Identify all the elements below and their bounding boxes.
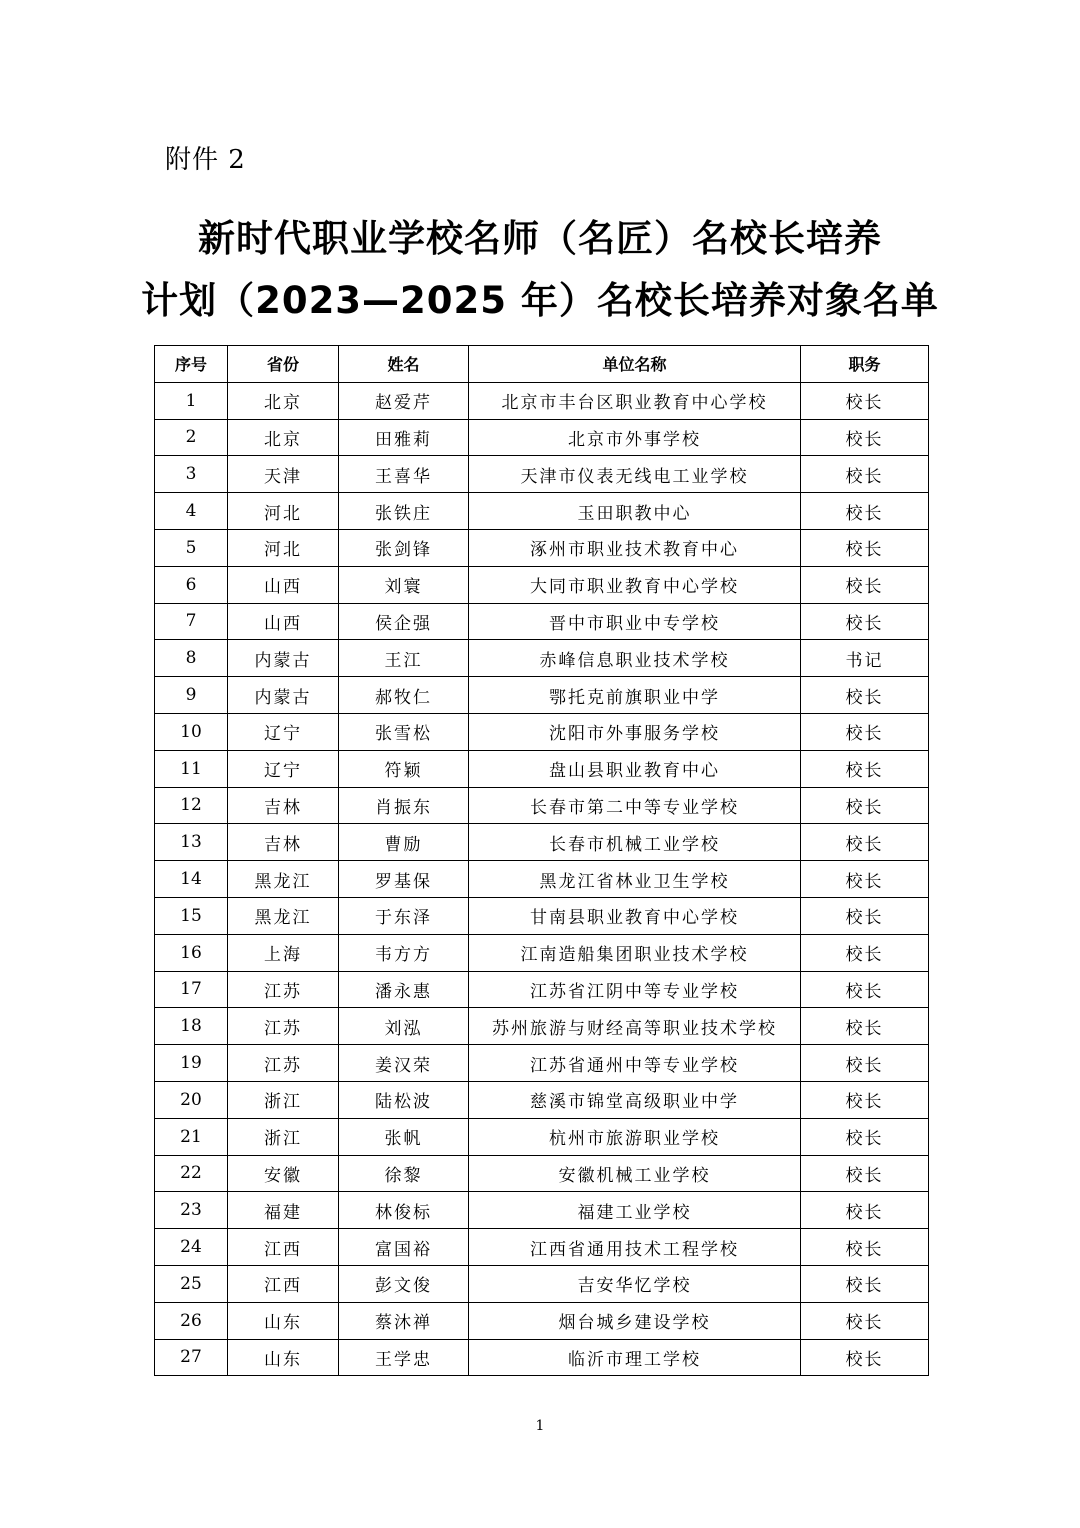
cell-province: 山东 — [228, 1302, 339, 1339]
cell-school: 鄂托克前旗职业中学 — [469, 677, 801, 714]
cell-name: 于东泽 — [339, 897, 469, 934]
cell-position: 校长 — [801, 1008, 929, 1045]
cell-province: 吉林 — [228, 787, 339, 824]
cell-school: 吉安华忆学校 — [469, 1265, 801, 1302]
cell-school: 天津市仪表无线电工业学校 — [469, 456, 801, 493]
cell-school: 长春市第二中等专业学校 — [469, 787, 801, 824]
cell-position: 校长 — [801, 1118, 929, 1155]
cell-school: 晋中市职业中专学校 — [469, 603, 801, 640]
column-header-school: 单位名称 — [469, 346, 801, 383]
cell-name: 张铁庄 — [339, 493, 469, 530]
document-title — [140, 208, 940, 332]
cell-province: 北京 — [228, 382, 339, 419]
cell-index: 10 — [155, 713, 228, 750]
cell-index: 21 — [155, 1118, 228, 1155]
cell-name: 符颖 — [339, 750, 469, 787]
cell-school: 烟台城乡建设学校 — [469, 1302, 801, 1339]
title-line-1: 新时代职业学校名师（名匠）名校长培养 — [198, 217, 882, 260]
cell-province: 河北 — [228, 493, 339, 530]
table-row — [155, 1008, 929, 1045]
cell-province: 江西 — [228, 1265, 339, 1302]
cell-position: 书记 — [801, 640, 929, 677]
cell-index: 18 — [155, 1008, 228, 1045]
cell-position: 校长 — [801, 1045, 929, 1082]
cell-position: 校长 — [801, 824, 929, 861]
cell-school: 安徽机械工业学校 — [469, 1155, 801, 1192]
cell-position: 校长 — [801, 713, 929, 750]
cell-name: 王学忠 — [339, 1339, 469, 1376]
cell-position: 校长 — [801, 861, 929, 898]
cell-province: 山西 — [228, 603, 339, 640]
cell-position: 校长 — [801, 750, 929, 787]
cell-name: 富国裕 — [339, 1229, 469, 1266]
cell-province: 福建 — [228, 1192, 339, 1229]
column-header-index: 序号 — [155, 346, 228, 383]
cell-school: 北京市外事学校 — [469, 419, 801, 456]
principals-table — [154, 345, 929, 1376]
cell-school: 慈溪市锦堂高级职业中学 — [469, 1081, 801, 1118]
table-row — [155, 529, 929, 566]
cell-position: 校长 — [801, 1302, 929, 1339]
table-row — [155, 493, 929, 530]
cell-province: 辽宁 — [228, 750, 339, 787]
table-row — [155, 787, 929, 824]
cell-position: 校长 — [801, 971, 929, 1008]
table-row — [155, 934, 929, 971]
cell-position: 校长 — [801, 382, 929, 419]
cell-index: 1 — [155, 382, 228, 419]
cell-index: 25 — [155, 1265, 228, 1302]
cell-name: 彭文俊 — [339, 1265, 469, 1302]
cell-school: 北京市丰台区职业教育中心学校 — [469, 382, 801, 419]
table-row — [155, 1045, 929, 1082]
cell-index: 14 — [155, 861, 228, 898]
cell-school: 甘南县职业教育中心学校 — [469, 897, 801, 934]
column-header-name: 姓名 — [339, 346, 469, 383]
cell-index: 6 — [155, 566, 228, 603]
cell-name: 姜汉荣 — [339, 1045, 469, 1082]
cell-position: 校长 — [801, 677, 929, 714]
cell-school: 苏州旅游与财经高等职业技术学校 — [469, 1008, 801, 1045]
cell-position: 校长 — [801, 419, 929, 456]
cell-position: 校长 — [801, 566, 929, 603]
table-row — [155, 1302, 929, 1339]
cell-index: 4 — [155, 493, 228, 530]
cell-position: 校长 — [801, 529, 929, 566]
cell-name: 侯企强 — [339, 603, 469, 640]
cell-name: 陆松波 — [339, 1081, 469, 1118]
cell-name: 张帆 — [339, 1118, 469, 1155]
table-row — [155, 1155, 929, 1192]
cell-name: 刘寰 — [339, 566, 469, 603]
cell-province: 辽宁 — [228, 713, 339, 750]
cell-position: 校长 — [801, 456, 929, 493]
cell-province: 浙江 — [228, 1118, 339, 1155]
cell-province: 山东 — [228, 1339, 339, 1376]
cell-index: 2 — [155, 419, 228, 456]
column-header-province: 省份 — [228, 346, 339, 383]
page-number: 1 — [535, 1418, 545, 1434]
cell-index: 12 — [155, 787, 228, 824]
cell-position: 校长 — [801, 493, 929, 530]
table-row — [155, 1081, 929, 1118]
table-row — [155, 1265, 929, 1302]
cell-name: 林俊标 — [339, 1192, 469, 1229]
cell-province: 内蒙古 — [228, 640, 339, 677]
title-line-2: 计划（2023—2025 年）名校长培养对象名单 — [141, 279, 939, 322]
cell-province: 江西 — [228, 1229, 339, 1266]
cell-name: 曹励 — [339, 824, 469, 861]
cell-school: 黑龙江省林业卫生学校 — [469, 861, 801, 898]
table-row — [155, 1229, 929, 1266]
cell-province: 安徽 — [228, 1155, 339, 1192]
cell-school: 涿州市职业技术教育中心 — [469, 529, 801, 566]
table-row — [155, 382, 929, 419]
cell-province: 山西 — [228, 566, 339, 603]
table-row — [155, 566, 929, 603]
cell-index: 24 — [155, 1229, 228, 1266]
cell-name: 王江 — [339, 640, 469, 677]
cell-name: 潘永惠 — [339, 971, 469, 1008]
table-row — [155, 456, 929, 493]
cell-province: 上海 — [228, 934, 339, 971]
cell-school: 赤峰信息职业技术学校 — [469, 640, 801, 677]
cell-index: 22 — [155, 1155, 228, 1192]
cell-name: 徐黎 — [339, 1155, 469, 1192]
cell-index: 26 — [155, 1302, 228, 1339]
table-row — [155, 713, 929, 750]
cell-school: 大同市职业教育中心学校 — [469, 566, 801, 603]
cell-school: 福建工业学校 — [469, 1192, 801, 1229]
table-header-row — [155, 346, 929, 383]
cell-position: 校长 — [801, 1229, 929, 1266]
cell-school: 长春市机械工业学校 — [469, 824, 801, 861]
table-body — [155, 382, 929, 1376]
cell-position: 校长 — [801, 934, 929, 971]
cell-school: 江南造船集团职业技术学校 — [469, 934, 801, 971]
cell-school: 杭州市旅游职业学校 — [469, 1118, 801, 1155]
cell-province: 天津 — [228, 456, 339, 493]
cell-name: 肖振东 — [339, 787, 469, 824]
table-row — [155, 971, 929, 1008]
cell-name: 蔡沐禅 — [339, 1302, 469, 1339]
cell-index: 9 — [155, 677, 228, 714]
table-row — [155, 640, 929, 677]
cell-index: 13 — [155, 824, 228, 861]
cell-name: 罗基保 — [339, 861, 469, 898]
cell-province: 黑龙江 — [228, 861, 339, 898]
cell-position: 校长 — [801, 1081, 929, 1118]
cell-school: 江西省通用技术工程学校 — [469, 1229, 801, 1266]
cell-school: 盘山县职业教育中心 — [469, 750, 801, 787]
table-row — [155, 1192, 929, 1229]
cell-name: 张雪松 — [339, 713, 469, 750]
cell-name: 赵爱芹 — [339, 382, 469, 419]
cell-name: 张剑锋 — [339, 529, 469, 566]
table-row — [155, 1118, 929, 1155]
attachment-label: 附件 2 — [165, 145, 246, 175]
table-row — [155, 1339, 929, 1376]
cell-school: 玉田职教中心 — [469, 493, 801, 530]
cell-index: 19 — [155, 1045, 228, 1082]
column-header-position: 职务 — [801, 346, 929, 383]
cell-index: 23 — [155, 1192, 228, 1229]
cell-position: 校长 — [801, 897, 929, 934]
cell-index: 3 — [155, 456, 228, 493]
cell-province: 浙江 — [228, 1081, 339, 1118]
table-row — [155, 824, 929, 861]
cell-name: 韦方方 — [339, 934, 469, 971]
cell-school: 沈阳市外事服务学校 — [469, 713, 801, 750]
cell-province: 吉林 — [228, 824, 339, 861]
table-row — [155, 750, 929, 787]
cell-province: 江苏 — [228, 971, 339, 1008]
cell-position: 校长 — [801, 1265, 929, 1302]
cell-index: 5 — [155, 529, 228, 566]
cell-name: 田雅莉 — [339, 419, 469, 456]
cell-province: 江苏 — [228, 1008, 339, 1045]
cell-index: 11 — [155, 750, 228, 787]
cell-index: 16 — [155, 934, 228, 971]
cell-index: 8 — [155, 640, 228, 677]
cell-province: 黑龙江 — [228, 897, 339, 934]
cell-index: 17 — [155, 971, 228, 1008]
cell-school: 江苏省江阴中等专业学校 — [469, 971, 801, 1008]
cell-school: 临沂市理工学校 — [469, 1339, 801, 1376]
cell-name: 刘泓 — [339, 1008, 469, 1045]
cell-name: 郝牧仁 — [339, 677, 469, 714]
cell-index: 27 — [155, 1339, 228, 1376]
cell-name: 王喜华 — [339, 456, 469, 493]
cell-province: 河北 — [228, 529, 339, 566]
cell-index: 15 — [155, 897, 228, 934]
cell-province: 江苏 — [228, 1045, 339, 1082]
cell-position: 校长 — [801, 1339, 929, 1376]
cell-position: 校长 — [801, 1192, 929, 1229]
cell-index: 7 — [155, 603, 228, 640]
table-row — [155, 603, 929, 640]
cell-position: 校长 — [801, 787, 929, 824]
table-row — [155, 677, 929, 714]
cell-province: 内蒙古 — [228, 677, 339, 714]
cell-province: 北京 — [228, 419, 339, 456]
cell-school: 江苏省通州中等专业学校 — [469, 1045, 801, 1082]
cell-position: 校长 — [801, 603, 929, 640]
cell-position: 校长 — [801, 1155, 929, 1192]
table-row — [155, 897, 929, 934]
table-row — [155, 861, 929, 898]
table-row — [155, 419, 929, 456]
cell-index: 20 — [155, 1081, 228, 1118]
